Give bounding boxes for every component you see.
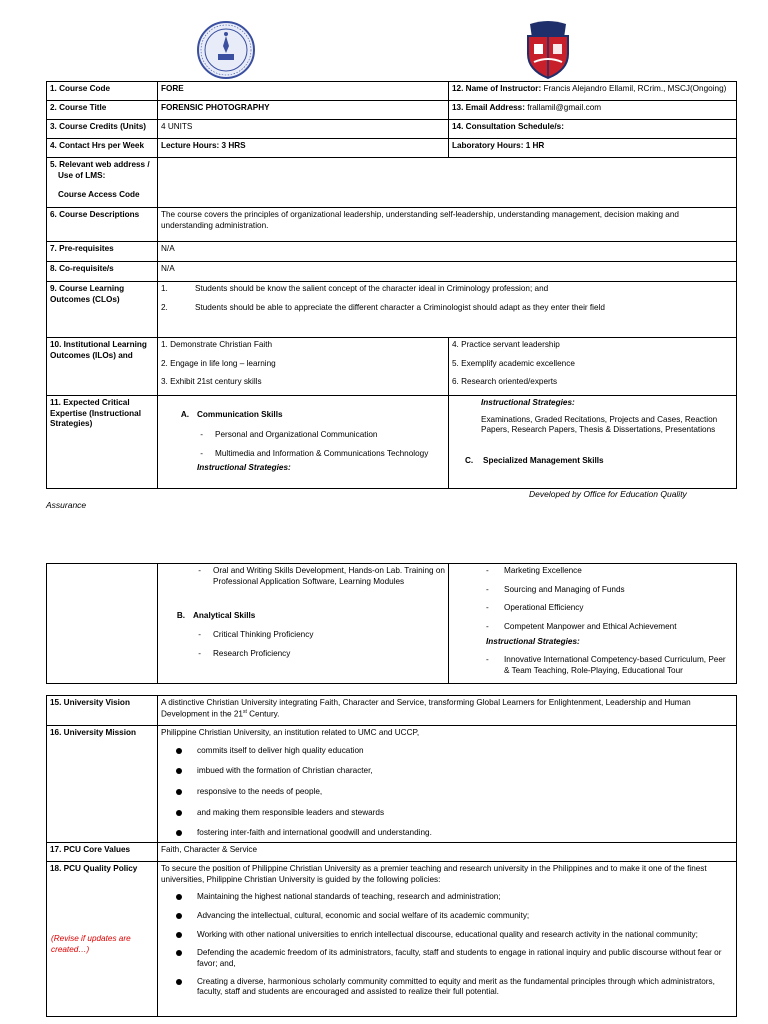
lab-hours: Laboratory Hours: 1 HR <box>449 139 737 158</box>
clo-label: 9. Course Learning Outcomes (CLOs) <box>47 282 158 338</box>
list-item: Defending the academic freedom of its administrators, faculty, staff and students to engage in rational inquiry and public discourse without fear or favor; and, <box>161 948 733 969</box>
ilo-item: 3. Exhibit 21st century skills <box>161 377 262 387</box>
instructor-cell <box>449 82 737 101</box>
mission-value <box>158 726 737 843</box>
expertise-left-continued <box>158 564 449 684</box>
empty-label-cell <box>47 564 158 684</box>
ilo-label: 10. Institutional Learning Outcomes (ILOs) and <box>47 338 158 396</box>
web-label-line1: 5. Relevant web address / <box>50 160 150 169</box>
course-title-value: FORENSIC PHOTOGRAPHY <box>158 101 449 120</box>
ilo-item: 1. Demonstrate Christian Faith <box>161 340 273 349</box>
list-item: Advancing the intellectual, cultural, economic and social welfare of its academic community; <box>161 911 733 923</box>
consultation-label: 14. Consultation Schedule/s: <box>449 120 737 139</box>
email-label: 13. Email Address: <box>452 103 525 112</box>
clo-item: 1. Students should be know the salient concept of the character ideal in Criminology profession; and <box>161 284 549 293</box>
ilo-right <box>449 338 737 396</box>
assurance-text: Assurance <box>46 500 87 510</box>
list-item: - Multimedia and Information & Communications Technology <box>200 449 429 459</box>
pcu-shield-crest-icon <box>524 20 572 85</box>
ilo-item: 4. Practice servant leadership <box>452 340 560 349</box>
quality-intro: To secure the position of Philippine Christian University as a premier teaching and research university in the Philippines and to make it one of the finest universities, Philippine Christian University is guided by the following policies: <box>161 864 707 884</box>
university-info-table <box>46 695 737 1017</box>
quality-policy-label <box>47 862 158 1017</box>
lecture-hours: Lecture Hours: 3 HRS <box>158 139 449 158</box>
clo-value <box>158 282 737 338</box>
strategies-text: Examinations, Graded Recitations, Projects and Cases, Reaction Papers, Research Papers, Thesis & Dissertations, Presentations <box>481 414 718 435</box>
course-code-label: 1. Course Code <box>47 82 158 101</box>
mission-label: 16. University Mission <box>47 726 158 843</box>
core-values-label: 17. PCU Core Values <box>47 843 158 862</box>
expertise-right <box>449 396 737 489</box>
list-item: - Personal and Organizational Communication <box>200 429 378 439</box>
instructor-label: 12. Name of Instructor: <box>452 84 542 93</box>
expertise-continued-table <box>46 563 737 684</box>
web-address-value <box>158 158 737 208</box>
expertise-label: 11. Expected Critical Expertise (Instructional Strategies) <box>47 396 158 489</box>
email-cell <box>449 101 737 120</box>
list-item: - Operational Efficiency <box>486 603 584 613</box>
revise-note: (Revise if updates are created…) <box>51 934 131 954</box>
list-item: responsive to the needs of people, <box>161 787 733 799</box>
ilo-item: 2. Engage in life long – learning <box>161 358 276 368</box>
prereq-label: 7. Pre-requisites <box>47 242 158 262</box>
expertise-left <box>158 396 449 489</box>
expertise-a-heading: A. Communication Skills <box>180 410 283 419</box>
developed-by-text: Developed by Office for Education Quality <box>529 489 687 499</box>
course-code-value: FORE <box>158 82 449 101</box>
coreq-label: 8. Co-requisite/s <box>47 262 158 282</box>
credits-label: 3. Course Credits (Units) <box>47 120 158 139</box>
list-item: Creating a diverse, harmonious scholarly community committed to equity and merit as the fundamental principles through which administrators, faculty, staff and students are encouraged and assisted to realize their full potential. <box>161 977 733 998</box>
strategies-label: Instructional Strategies: <box>197 462 291 472</box>
contact-hours-label: 4. Contact Hrs per Week <box>47 139 158 158</box>
list-item: - Sourcing and Managing of Funds <box>486 584 625 594</box>
ilo-item: 6. Research oriented/experts <box>452 377 558 387</box>
list-item: fostering inter-faith and international goodwill and understanding. <box>161 828 733 840</box>
course-title-label: 2. Course Title <box>47 101 158 120</box>
list-item: - Competent Manpower and Ethical Achievement <box>486 621 677 631</box>
strategies-label: Instructional Strategies: <box>481 398 575 407</box>
strategies-label: Instructional Strategies: <box>486 636 580 646</box>
prereq-value: N/A <box>158 242 737 262</box>
web-label-line2: Use of LMS: <box>58 170 106 180</box>
pcu-seal-icon <box>196 20 256 85</box>
web-address-label <box>47 158 158 208</box>
expertise-b-heading: B. Analytical Skills <box>176 611 256 621</box>
vision-value: A distinctive Christian University integrating Faith, Character and Service, transforming Global Learners for Enlightenment, Leadership and Human Development in the 21st Century. <box>158 696 737 726</box>
list-item: - Oral and Writing Skills Development, Hands-on Lab. Training on Professional Application Software, Learning Modules <box>198 566 445 586</box>
list-item: - Innovative International Competency-based Curriculum, Peer & Team Teaching, Role-Playing, Educational Tour <box>486 655 726 675</box>
core-values-value: Faith, Character & Service <box>158 843 737 862</box>
mission-intro: Philippine Christian University, an institution related to UMC and UCCP, <box>161 728 420 737</box>
list-item: - Research Proficiency <box>198 648 291 658</box>
web-label-line3: Course Access Code <box>58 190 140 200</box>
clo-item: 2. Students should be able to appreciate the different character a Criminologist should adapt as they enter their field <box>161 302 605 312</box>
list-item: commits itself to deliver high quality education <box>161 746 733 758</box>
description-value: The course covers the principles of organizational leadership, understanding self-leadership, understanding management, decision making and understanding administration. <box>158 208 737 242</box>
description-label: 6. Course Descriptions <box>47 208 158 242</box>
credits-value: 4 UNITS <box>158 120 449 139</box>
quality-policy-title: 18. PCU Quality Policy <box>50 864 138 873</box>
coreq-value: N/A <box>158 262 737 282</box>
expertise-c-heading: C. Specialized Management Skills <box>465 455 604 465</box>
instructor-value: Francis Alejandro Ellamil, RCrim., MSCJ(Ongoing) <box>543 84 727 93</box>
ilo-item: 5. Exemplify academic excellence <box>452 358 575 368</box>
ilo-left <box>158 338 449 396</box>
list-item: - Marketing Excellence <box>486 566 582 575</box>
list-item: Maintaining the highest national standards of teaching, research and administration; <box>161 892 733 904</box>
vision-label: 15. University Vision <box>47 696 158 726</box>
list-item: imbued with the formation of Christian character, <box>161 766 733 778</box>
list-item: and making them responsible leaders and stewards <box>161 808 733 820</box>
quality-policy-value <box>158 862 737 1017</box>
course-info-table <box>46 81 737 489</box>
list-item: - Critical Thinking Proficiency <box>198 629 314 639</box>
list-item: Working with other national universities to enrich intellectual discourse, educational quality and research activity in the national community; <box>161 930 733 942</box>
email-value: frallamil@gmail.com <box>527 103 602 112</box>
expertise-right-continued <box>449 564 737 684</box>
